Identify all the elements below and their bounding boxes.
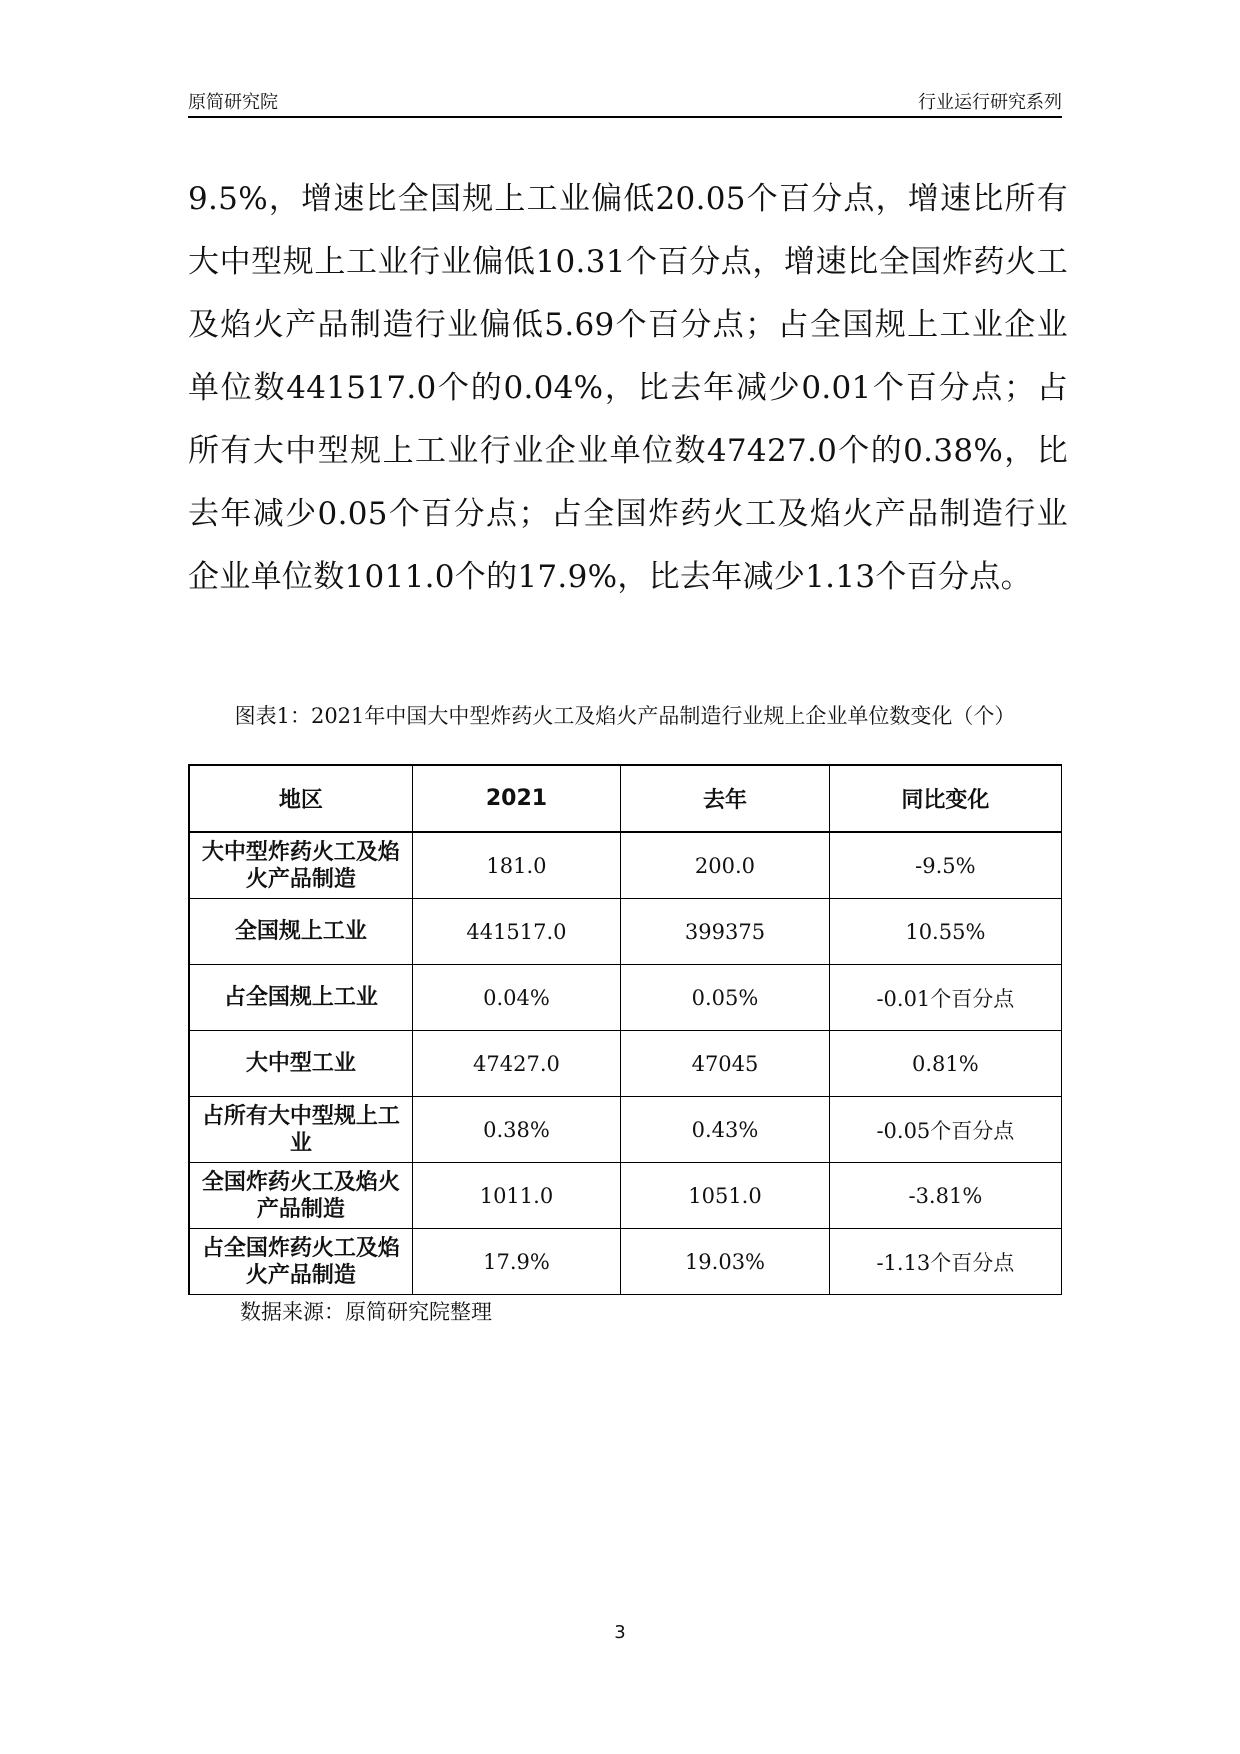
body-text	[188, 168, 1068, 609]
header-org-name: 原简研究院	[188, 92, 278, 113]
table-row	[189, 1229, 1062, 1295]
table-caption: 图表1：2021年中国大中型炸药火工及焰火产品制造行业规上企业单位数变化（个）	[234, 704, 1016, 728]
row-yoy-change: -0.01个百分点	[829, 965, 1061, 1031]
row-value-2021: 0.04%	[412, 965, 621, 1031]
table-row	[189, 1163, 1062, 1229]
table-row	[189, 1097, 1062, 1163]
column-header-2021: 2021	[412, 765, 621, 832]
row-value-last-year: 1051.0	[621, 1163, 830, 1229]
data-source-note: 数据来源：原简研究院整理	[240, 1300, 492, 1324]
row-value-last-year: 0.43%	[621, 1097, 830, 1163]
row-region: 全国炸药火工及焰火产品制造	[189, 1163, 412, 1229]
table-header-row	[189, 765, 1062, 832]
table-row	[189, 1031, 1062, 1097]
row-yoy-change: 10.55%	[829, 899, 1061, 965]
row-value-last-year: 47045	[621, 1031, 830, 1097]
row-yoy-change: 0.81%	[829, 1031, 1061, 1097]
column-header-yoy-change: 同比变化	[829, 765, 1061, 832]
row-value-last-year: 399375	[621, 899, 830, 965]
row-value-last-year: 200.0	[621, 832, 830, 899]
body-paragraph: 9.5%，增速比全国规上工业偏低20.05个百分点，增速比所有大中型规上工业行业偏低10.31个百分点，增速比全国炸药火工及焰火产品制造行业偏低5.69个百分点；占全国规上工业企业单位数441517.0个的0.04%，比去年减少0.01个百分点；占所有大中型规上工业行业企业单位数47427.0个的0.38%，比去年减少0.05个百分点；占全国炸药火工及焰火产品制造行业企业单位数1011.0个的17.9%，比去年减少1.13个百分点。	[188, 181, 1068, 595]
row-value-2021: 0.38%	[412, 1097, 621, 1163]
data-table	[188, 764, 1062, 1295]
row-value-last-year: 0.05%	[621, 965, 830, 1031]
row-value-2021: 1011.0	[412, 1163, 621, 1229]
column-header-region: 地区	[189, 765, 412, 832]
row-region: 占全国炸药火工及焰火产品制造	[189, 1229, 412, 1295]
column-header-last-year: 去年	[621, 765, 830, 832]
row-yoy-change: -9.5%	[829, 832, 1061, 899]
table-row	[189, 832, 1062, 899]
row-yoy-change: -1.13个百分点	[829, 1229, 1061, 1295]
row-region: 大中型工业	[189, 1031, 412, 1097]
row-region: 占所有大中型规上工业	[189, 1097, 412, 1163]
page-number: 3	[614, 1622, 626, 1643]
row-region: 大中型炸药火工及焰火产品制造	[189, 832, 412, 899]
table-row	[189, 899, 1062, 965]
row-yoy-change: -3.81%	[829, 1163, 1061, 1229]
table-row	[189, 965, 1062, 1031]
row-value-last-year: 19.03%	[621, 1229, 830, 1295]
page-header	[188, 86, 1062, 118]
row-value-2021: 47427.0	[412, 1031, 621, 1097]
row-region: 全国规上工业	[189, 899, 412, 965]
row-region: 占全国规上工业	[189, 965, 412, 1031]
row-value-2021: 181.0	[412, 832, 621, 899]
row-yoy-change: -0.05个百分点	[829, 1097, 1061, 1163]
row-value-2021: 441517.0	[412, 899, 621, 965]
row-value-2021: 17.9%	[412, 1229, 621, 1295]
header-series-name: 行业运行研究系列	[918, 92, 1062, 113]
